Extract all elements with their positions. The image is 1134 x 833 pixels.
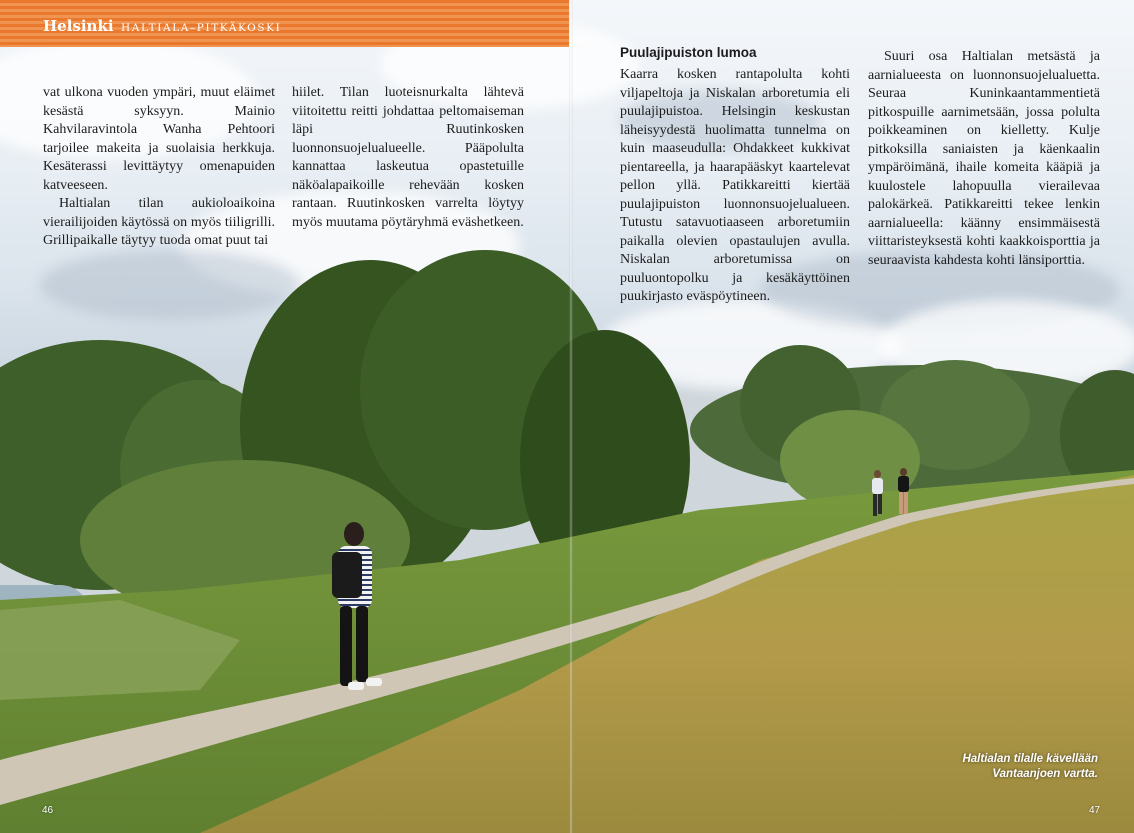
- paragraph: hiilet. Tilan luoteisnurkalta lähtevä viitoitettu reitti johdattaa peltomaiseman läpi Ruutinkosken luonnonsuojelualueelle. Pääpolulta kannattaa laskeutua opastetuille näköalapaikoille rehevään kosken rantaan. Ruutinkosken varrelta löytyy myös muutama pöytäryhmä eväshetkeen.: [292, 85, 524, 230]
- jogger-figure: [896, 468, 910, 518]
- paragraph: Suuri osa Haltialan metsästä ja aarnialueesta on luonnonsuojelualuetta. Seuraa Kuninkaantammentietä pitkospuille aarnimetsään, jossa polulta poikkeaminen on kielletty. Kulje pitkoksilla saniaisten ja käenkaalin ympäröimänä, ihaile komeita kääpiä ja kuulostele lahopuulla vierailevaa palokärkeä. Patikkareitti tekee lenkin aarnialueella: käänny ensimmäisestä viittaristeyksestä kohti kaakkoisporttia ja seuraavista kahdesta kohti länsiporttia.: [868, 49, 1100, 268]
- caption-line: Vantaanjoen vartta.: [992, 768, 1098, 780]
- page-number-right: 47: [1089, 805, 1101, 816]
- header-subtitle: HALTIALA–PITKÄKOSKI: [121, 22, 282, 34]
- text-column-3: [620, 66, 850, 307]
- header-title: Helsinki: [43, 17, 114, 35]
- page-number-left: 46: [42, 805, 54, 816]
- paragraph: Haltialan tilan aukioloaikoina vierailijoiden käytössä on myös tiiligrilli. Grillipaikalle täytyy tuoda omat puut tai: [43, 196, 275, 248]
- paragraph: vat ulkona vuoden ympäri, muut eläimet kesästä syksyyn. Mainio Kahvilaravintola Wanha Pehtoori tarjoilee makeita ja suolaisia herkkuja. Kesäterassi levittäytyy omenapuiden katveeseen.: [43, 85, 275, 193]
- section-heading: Puulajipuiston lumoa: [620, 45, 757, 60]
- page-gutter: [569, 0, 573, 833]
- photo-caption: [918, 752, 1098, 782]
- header-band: [0, 0, 569, 47]
- text-column-1: [43, 84, 275, 251]
- hiker-figure: [330, 522, 386, 694]
- paragraph: Kaarra kosken rantapolulta kohti viljapeltoja ja Niskalan arboretumia eli puulajipuistoa. Helsingin keskustan läheisyydestä huolimatta tunnelma on kuin maaseudulla: Ohdakkeet kukkivat pientareella, ja haarapääskyt kaartelevat pellon yllä. Patikkareitti kiertää puulajipuiston luonnonsuojelualueen. Tutustu satavuotiaaseen arboretumiin paikalla olevien opastaulujen avulla. Niskalan arboretumissa on puuluontopolku ja kesäkäyttöinen puukirjasto eväspöytineen.: [620, 67, 850, 304]
- caption-line: Haltialan tilalle kävellään: [962, 753, 1098, 765]
- text-column-4: [868, 48, 1100, 270]
- text-column-2: [292, 84, 524, 232]
- jogger-figure: [870, 470, 884, 518]
